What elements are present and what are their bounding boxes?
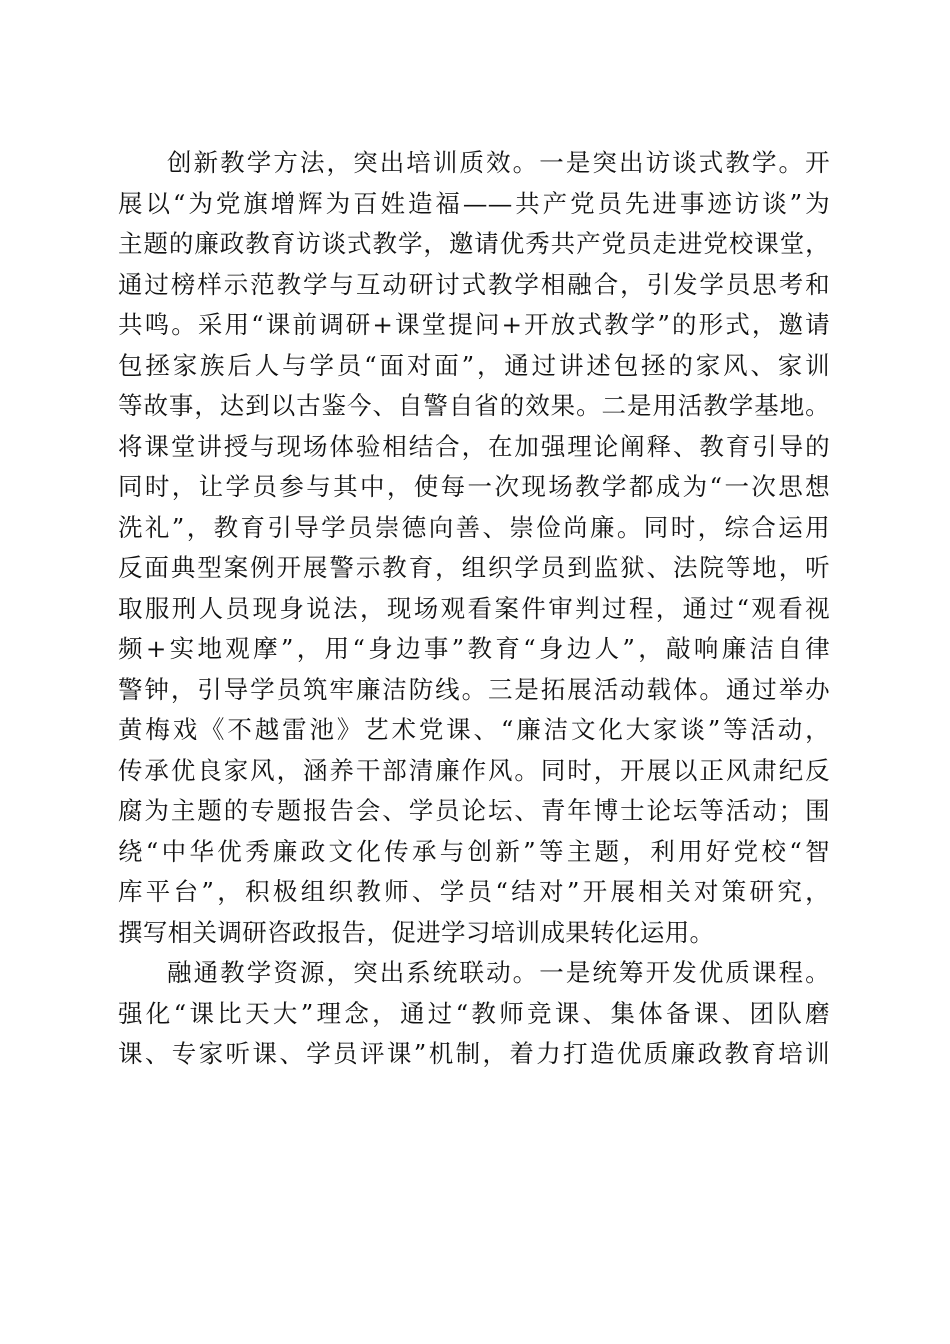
paragraph-line: 主题的廉政教育访谈式教学，邀请优秀共产党员走进党校课堂， xyxy=(118,229,830,258)
paragraph-teaching-methods xyxy=(118,143,830,953)
paragraph-line: 强化“课比天大”理念，通过“教师竞课、集体备课、团队磨 xyxy=(118,998,830,1028)
paragraph-line: 融通教学资源，突出系统联动。一是统筹开发优质课程。 xyxy=(167,958,830,987)
document-body xyxy=(118,143,830,1075)
paragraph-line: 警钟，引导学员筑牢廉洁防线。三是拓展活动载体。通过举办 xyxy=(118,674,830,704)
paragraph-line: 撰写相关调研咨政报告，促进学习培训成果转化运用。 xyxy=(118,917,715,947)
paragraph-line: 频+实地观摩”，用“身边事”教育“身边人”，敲响廉洁自律 xyxy=(118,634,830,663)
paragraph-line: 黄梅戏《不越雷池》艺术党课、“廉洁文化大家谈”等活动， xyxy=(118,715,830,744)
paragraph-line: 绕“中华优秀廉政文化传承与创新”等主题，利用好党校“智 xyxy=(118,836,830,866)
paragraph-line: 课、专家听课、学员评课”机制，着力打造优质廉政教育培训 xyxy=(118,1039,830,1068)
paragraph-line: 库平台”，积极组织教师、学员“结对”开展相关对策研究， xyxy=(118,877,830,906)
paragraph-line: 包拯家族后人与学员“面对面”，通过讲述包拯的家风、家训 xyxy=(118,350,830,380)
paragraph-line: 创新教学方法，突出培训质效。一是突出访谈式教学。开 xyxy=(167,148,830,177)
paragraph-line: 取服刑人员现身说法，现场观看案件审判过程，通过“观看视 xyxy=(118,593,830,623)
paragraph-line: 洗礼”，教育引导学员崇德向善、崇俭尚廉。同时，综合运用 xyxy=(118,512,830,542)
paragraph-line: 腐为主题的专题报告会、学员论坛、青年博士论坛等活动；围 xyxy=(118,796,830,825)
paragraph-line: 传承优良家风，涵养干部清廉作风。同时，开展以正风肃纪反 xyxy=(118,755,830,785)
paragraph-teaching-resources xyxy=(118,953,830,1075)
paragraph-line: 将课堂讲授与现场体验相结合，在加强理论阐释、教育引导的 xyxy=(118,431,830,461)
paragraph-line: 等故事，达到以古鉴今、自警自省的效果。二是用活教学基地。 xyxy=(118,391,830,420)
paragraph-line: 同时，让学员参与其中，使每一次现场教学都成为“一次思想 xyxy=(118,472,830,501)
paragraph-line: 展以“为党旗增辉为百姓造福——共产党员先进事迹访谈”为 xyxy=(118,188,830,218)
paragraph-line: 通过榜样示范教学与互动研讨式教学相融合，引发学员思考和 xyxy=(118,269,830,299)
paragraph-line: 共鸣。采用“课前调研+课堂提问+开放式教学”的形式，邀请 xyxy=(118,310,830,339)
paragraph-line: 反面典型案例开展警示教育，组织学员到监狱、法院等地，听 xyxy=(118,553,830,582)
